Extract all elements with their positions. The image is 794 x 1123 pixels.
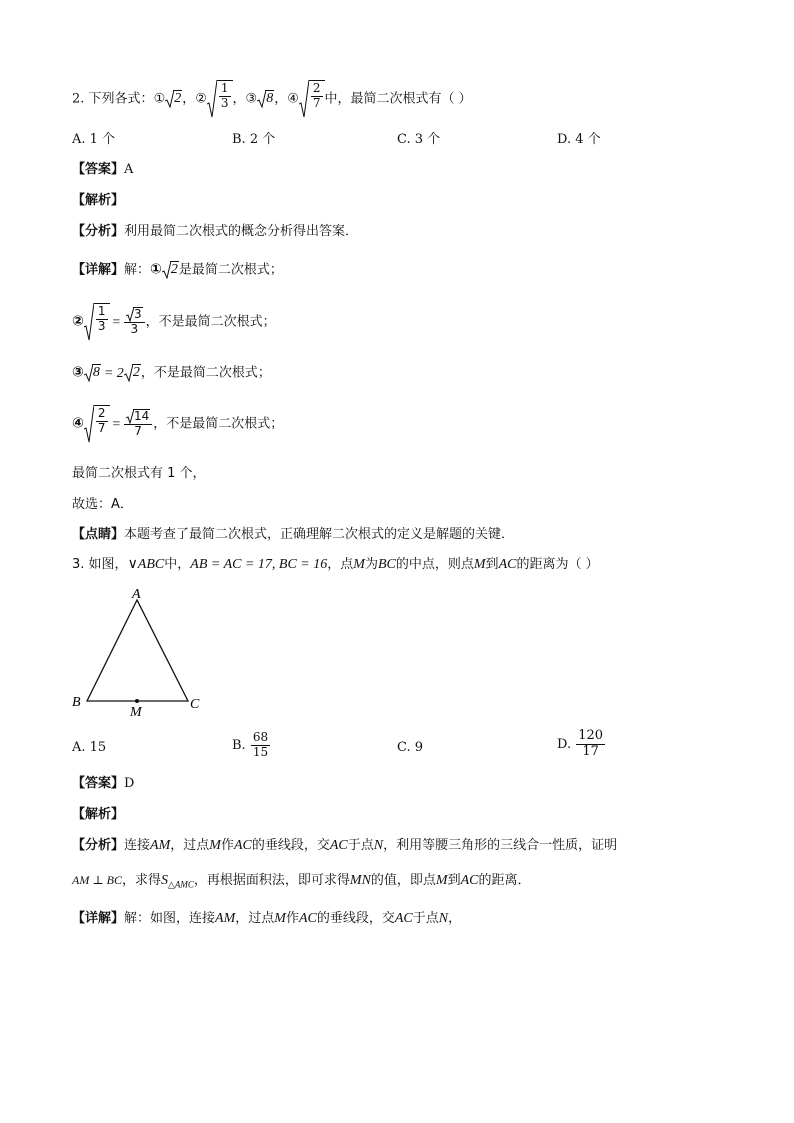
triangle-name: ∨ABC (127, 557, 165, 572)
item2-mark: ② (195, 91, 207, 107)
label-m: M (130, 705, 142, 719)
q3-option-c: C. 9 (397, 740, 424, 755)
q2-detail-line3: ③ 8 = 2 2，不是最简二次根式； (72, 364, 271, 381)
q2-answer-value: A (124, 162, 134, 177)
sqrt-two-sevenths-expr: $\frac{2}{7}$ (299, 80, 325, 118)
sqrt-2-expr: 2 (165, 90, 182, 108)
item3-mark: ③ (245, 91, 258, 107)
item4-mark: ④ (287, 91, 299, 107)
label-b: B (72, 695, 81, 710)
label-a: A (132, 587, 141, 602)
q2-choose-line: 故选：A． (72, 497, 133, 512)
q2-analysis-tag: 【解析】 (72, 193, 125, 208)
q3-fenxi-line1: 【分析】连接AM，过点M作AC的垂线段，交AC于点N，利用等腰三角形的三线合一性质，证明 (72, 838, 618, 853)
q3-option-b: B. $\frac{68}{15}$ (232, 730, 269, 759)
q3-fenxi-line2: AM ⊥ BC，求得$S_{\triangle AMC}$，再根据面积法，即可求得MN的值，即点M到AC的距离． (72, 873, 531, 890)
q3-answer: 【答案】D (72, 776, 135, 791)
q2-fenxi: 【分析】利用最简二次根式的概念分析得出答案． (72, 224, 359, 239)
q2-stem-suffix: 中，最简二次根式有（ ） (324, 91, 472, 107)
q2-dianjing: 【点睛】本题考查了最简二次根式，正确理解二次根式的定义是解题的关键． (72, 527, 515, 542)
q2-number: 2. (72, 91, 85, 107)
q2-option-a: A. 1 个 (72, 132, 116, 147)
sqrt-8-expr: 8 (257, 90, 274, 108)
q2-detail-line4: ④ $\frac{2}{7}$ = $\frac{14}{7}$ ，不是最简二次根式； (72, 405, 283, 443)
q2-stem-prefix: 下列各式： (88, 91, 154, 107)
q3-analysis-tag: 【解析】 (72, 807, 125, 822)
q3-detail: 【详解】解：如图，连接AM，过点M作AC的垂线段，交AC于点N， (72, 911, 462, 926)
q2-answer: 【答案】A (72, 162, 134, 177)
q3-option-a: A. 15 (72, 740, 107, 755)
sqrt-one-third-expr: $\frac{1}{3}$ (207, 80, 233, 118)
q3-option-d: D. $\frac{120}{17}$ (557, 728, 604, 759)
q2-option-c: C. 3 个 (397, 132, 441, 147)
q2-stem: 2. 下列各式：① 2，② $\frac{1}{3}$ ，③ 8，④ $\frac{2}{7}$ 中，最简二次根式有（ ） (72, 80, 472, 118)
q2-detail-line1: 【详解】解：① 2是最简二次根式； (72, 261, 283, 278)
triangle-abc (87, 600, 188, 701)
q3-answer-value: D (124, 776, 135, 791)
q2-detail-line2: ② $\frac{1}{3}$ = $\frac{3}{3}$ ，不是最简二次根式； (72, 303, 276, 341)
condition: AB = AC = 17, BC = 16 (190, 557, 328, 572)
q3-stem: 3. 如图，∨ABC中，AB = AC = 17, BC = 16，点M为BC的中点，则点M到AC的距离为（ ） (72, 557, 599, 572)
label-c: C (190, 697, 200, 712)
midpoint-m (135, 699, 139, 703)
q2-option-d: D. 4 个 (557, 132, 601, 147)
triangle-figure (68, 584, 218, 719)
item1-mark: ① (153, 91, 166, 107)
q2-option-b: B. 2 个 (232, 132, 276, 147)
q2-count-line: 最简二次根式有 1 个， (72, 466, 206, 481)
